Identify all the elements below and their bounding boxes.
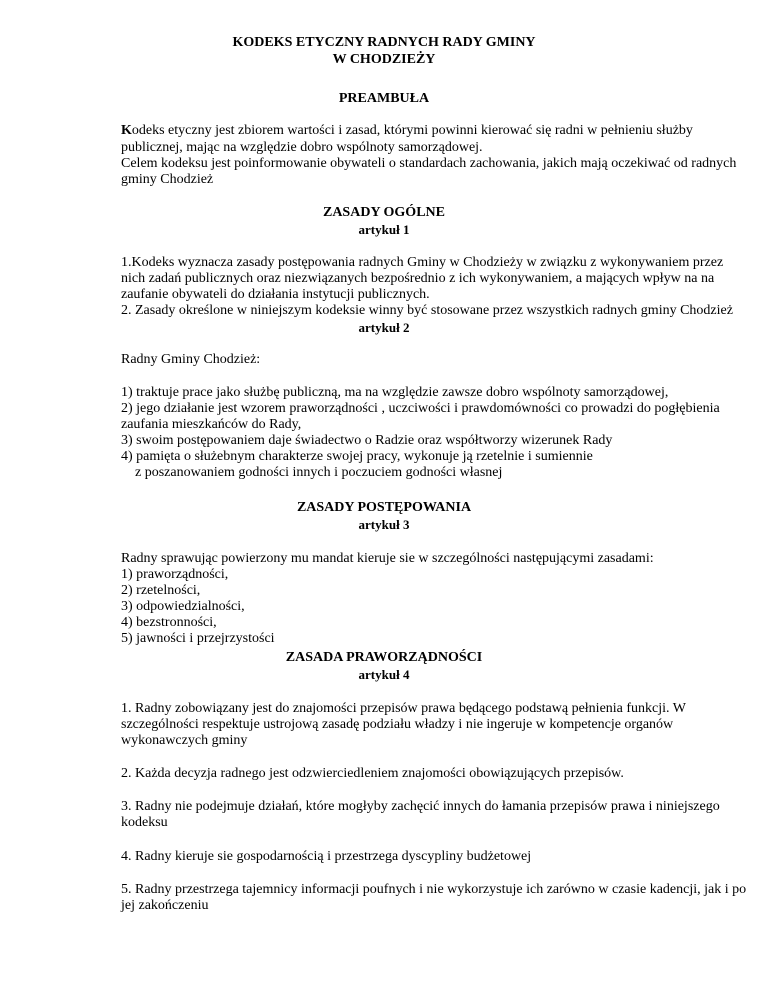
list-item: 4) bezstronności, xyxy=(121,615,217,630)
art2-line-1: 1) traktuje prace jako służbę publiczną, ma na względzie zawsze dobro wspólnoty samorządowej, xyxy=(121,385,669,400)
art4-p3-line-1: 3. Radny nie podejmuje działań, które mogłyby zachęcić innych do łamania przepisów prawa i niniejszego xyxy=(121,799,720,814)
preambula-line-1 xyxy=(121,123,693,139)
list-item: 1) praworządności, xyxy=(121,567,229,582)
art4-p4: 4. Radny kieruje sie gospodarnością i przestrzega dyscypliny budżetowej xyxy=(121,849,532,864)
art4-p1-line-2: szczególności respektuje ustrojową zasadę podziału władzy i nie ingeruje w kompetencje organów xyxy=(121,717,674,732)
art4-p3-line-2: kodeksu xyxy=(121,815,168,830)
document-title-line-1: KODEKS ETYCZNY RADNYCH RADY GMINY xyxy=(232,35,536,50)
art4-p1-line-1: 1. Radny zobowiązany jest do znajomości przepisów prawa będącego podstawą pełnienia funkcji. W xyxy=(121,701,687,716)
list-item: 5) jawności i przejrzystości xyxy=(121,631,275,646)
section-heading-zasady-postepowania: ZASADY POSTĘPOWANIA xyxy=(296,500,472,515)
article-label-4: artykuł 4 xyxy=(358,667,410,682)
preambula-line-3: Celem kodeksu jest poinformowanie obywateli o standardach zachowania, jakich mają oczekiwać od radnych xyxy=(121,156,737,171)
preambula-line-1-text: odeks etyczny jest zbiorem wartości i zasad, którymi powinni kierować się radni w pełnieniu służby xyxy=(131,123,693,138)
list-item: 3) odpowiedzialności, xyxy=(121,599,245,614)
art4-p5-line-2: jej zakończeniu xyxy=(121,898,209,913)
art3-intro: Radny sprawując powierzony mu mandat kieruje sie w szczególności następującymi zasadami: xyxy=(121,551,654,566)
preambula-line-4: gminy Chodzież xyxy=(121,172,214,187)
section-heading-zasady-ogolne: ZASADY OGÓLNE xyxy=(322,205,445,220)
document-title-line-2: W CHODZIEŻY xyxy=(332,52,436,67)
art1-line-3: zaufanie obywateli do działania instytucji publicznych. xyxy=(121,287,430,302)
art1-line-2: nich zadań publicznych oraz niezwiązanych bezpośrednio z ich wykonywaniem, a mających wpływ na na xyxy=(121,271,715,286)
article-label-1: artykuł 1 xyxy=(358,222,410,237)
art2-intro: Radny Gminy Chodzież: xyxy=(121,352,261,367)
art2-line-2: 2) jego działanie jest wzorem praworządności , uczciwości i prawdomówności co prowadzi do pogłębienia xyxy=(121,401,720,416)
art4-p1-line-3: wykonawczych gminy xyxy=(121,733,248,748)
art2-line-5: 4) pamięta o służebnym charakterze swojej pracy, wykonuje ją rzetelnie i sumiennie xyxy=(121,449,593,464)
article-label-3: artykuł 3 xyxy=(358,517,410,532)
art4-p2: 2. Każda decyzja radnego jest odzwierciedleniem znajomości obowiązujących przepisów. xyxy=(121,766,624,781)
art2-line-3: zaufania mieszkańców do Rady, xyxy=(121,417,302,432)
article-label-2: artykuł 2 xyxy=(358,320,410,335)
section-heading-preambula: PREAMBUŁA xyxy=(338,91,430,106)
art1-line-4: 2. Zasady określone w niniejszym kodeksie winny być stosowane przez wszystkich radnych gminy Chodzież xyxy=(121,303,733,318)
drop-letter: K xyxy=(121,123,132,138)
section-heading-zasada-praworzadnosci: ZASADA PRAWORZĄDNOŚCI xyxy=(285,650,483,665)
art2-line-4: 3) swoim postępowaniem daje świadectwo o Radzie oraz współtworzy wizerunek Rady xyxy=(121,433,613,448)
list-item: 2) rzetelności, xyxy=(121,583,201,598)
art4-p5-line-1: 5. Radny przestrzega tajemnicy informacji poufnych i nie wykorzystuje ich zarówno w czasie kadencji, jak i po xyxy=(121,882,747,897)
art1-line-1: 1.Kodeks wyznacza zasady postępowania radnych Gminy w Chodzieży w związku z wykonywaniem przez xyxy=(121,255,724,270)
art2-line-6: z poszanowaniem godności innych i poczuciem godności własnej xyxy=(135,465,503,480)
preambula-line-2: publicznej, mając na względzie dobro wspólnoty samorządowej. xyxy=(121,140,483,155)
